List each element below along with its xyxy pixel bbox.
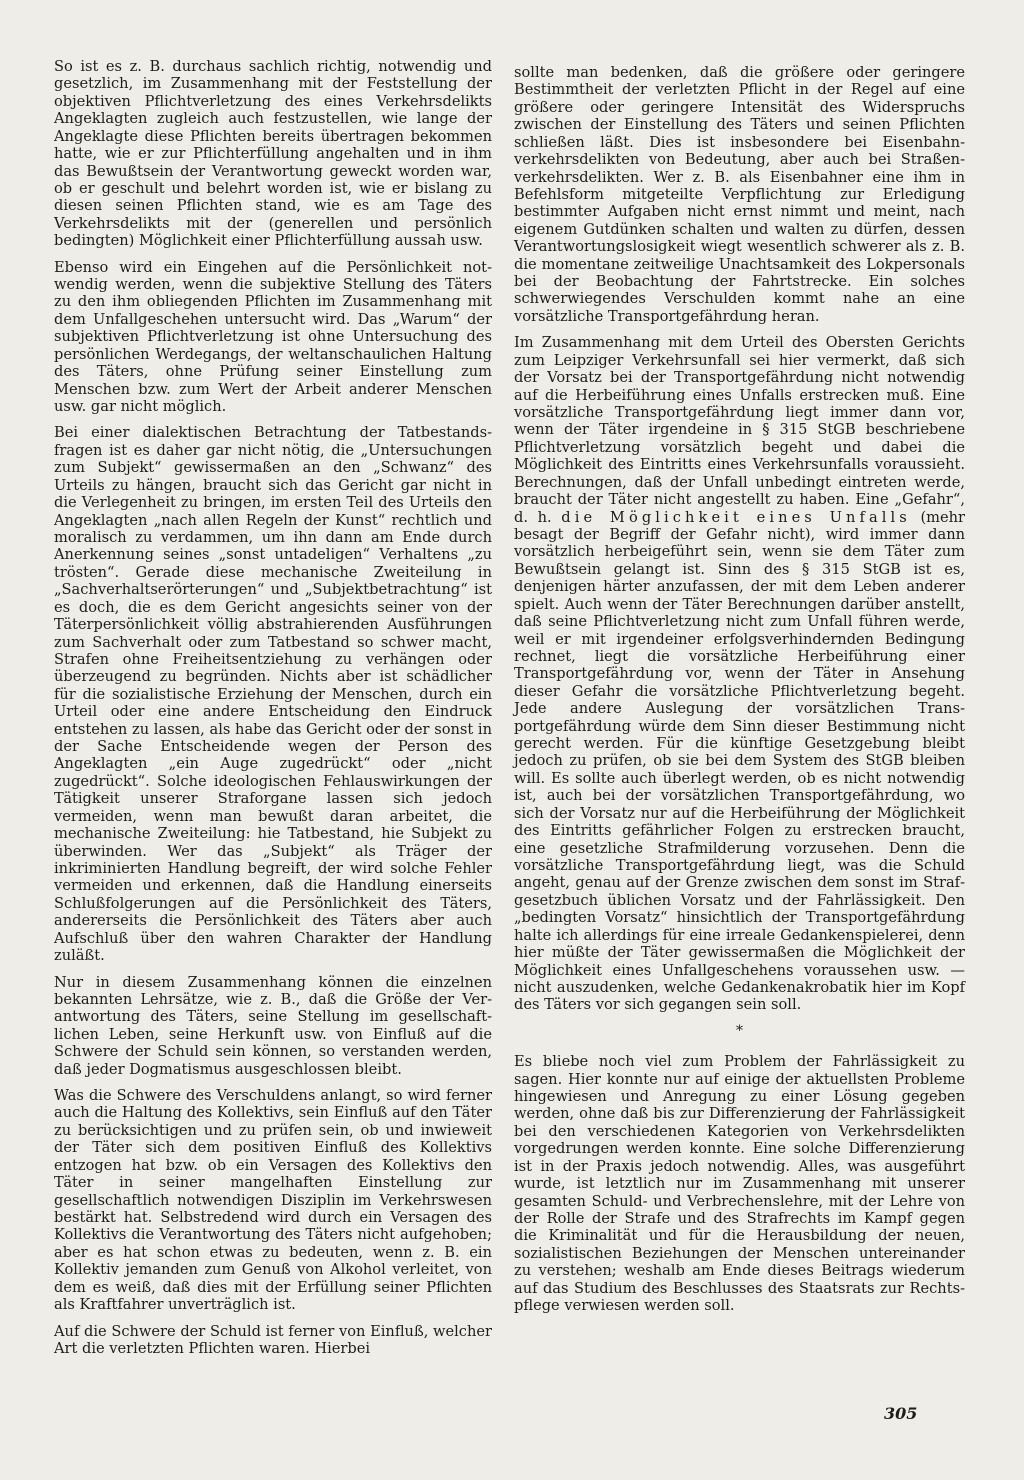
paragraph: Es bliebe noch viel zum Problem der Fahrlässigkeit zu sagen. Hier konnte nur auf einige der aktuellsten Probleme hingewiesen und Anregung zu einer Lösung gegeben werden, ohne daß bis zur Differenzierung der Fahrlässigkeit bei den verschiedenen Kategorien von Verkehrsdelikten vorgedrungen werden konnte. Eine solche Differenzierung ist in der Praxis jedoch notwendig. Alles, was ausgeführt wurde, ist letztlich nur im Zusammenhang mit unserer gesamten Schuld- und Verbrechenslehre, mit der Lehre von der Rolle der Strafe und des Strafrechts im Kampf gegen die Kriminalität und für die Herausbildung der neuen, sozialistischen Beziehungen der Menschen untereinander zu verstehen; weshalb am Ende dieses Beitrags wiederum auf das Studium des Beschlusses des Staatsrats zur Rechtspflege verwiesen werden soll. <box>514 1053 965 1315</box>
paragraph: Was die Schwere des Verschuldens anlangt, so wird ferner auch die Haltung des Kollektivs, sein Einfluß auf den Täter zu berücksichtigen und zu prüfen sein, ob und inwieweit der Täter sich dem positiven Einfluß des Kollektivs entzogen hat bzw. ob ein Versagen des Kollektivs den Täter in seiner mangelhaften Einstellung zur gesellschaftlich notwendigen Disziplin im Verkehrswesen bestärkt hat. Selbstredend wird durch ein Versagen des Kollektivs die Verantwortung des Täters nicht aufgehoben; aber es hat schon etwas zu bedeuten, wenn z. B. ein Kollektiv jemanden zum Genuß von Alkohol verleitet, von dem es weiß, daß dies mit der Erfüllung seiner Pflichten als Kraftfahrer unverträglich ist. <box>54 1087 492 1314</box>
paragraph: Bei einer dialektischen Betrachtung der Tatbestandsfragen ist es daher gar nicht nötig, die „Untersuchungen zum Subjekt“ gewissermaßen an den „Schwanz“ des Urteils zu hängen, braucht sich das Gericht gar nicht in die Verlegenheit zu bringen, im ersten Teil des Urteils den Angeklagten „nach allen Regeln der Kunst“ rechtlich und moralisch zu verdammen, um ihn dann am Ende durch Anerkennung seines „sonst untadeligen“ Verhaltens „zu trösten“. Gerade diese mechanische Zweiteilung in „Sachverhaltserörterungen“ und „Subjektbetrachtung“ ist es doch, die es dem Gericht angesichts seiner von der Täterpersönlichkeit völlig abstrahierenden Ausführungen zum Sachverhalt oder zum Tatbestand so schwer macht, Strafen ohne Freiheitsentziehung zu verhängen oder überzeugend zu begründen. Nichts aber ist schädlicher für die sozialistische Erziehung der Menschen, durch ein Urteil oder eine andere Entscheidung den Eindruck entstehen zu lassen, als habe das Gericht oder der sonst in der Sache Entscheidende wegen der Person des Angeklagten „ein Auge zugedrückt“ oder „nicht zugedrückt“. Solche ideologischen Fehlauswirkungen der Tätigkeit unserer Straforgane lassen sich jedoch vermeiden, wenn man bewußt daran arbeitet, die mechanische Zweiteilung: hie Tatbestand, hie Subjekt zu überwinden. Wer das „Subjekt“ als Träger der inkriminierten Handlung begreift, der wird solche Fehler vermeiden und erkennen, daß die Handlung einerseits Schlußfolgerungen auf die Persönlichkeit des Täters, andererseits die Persönlichkeit des Täters aber auch Aufschluß über den wahren Charakter der Handlung zuläßt. <box>54 424 492 965</box>
paragraph: Auf die Schwere der Schuld ist ferner von Einfluß, welcher Art die verletzten Pflichten waren. Hierbei <box>54 1322 492 1357</box>
text-run: Im Zusammenhang mit dem Urteil des Obersten Gerichts zum Leipziger Verkehrsunfall sei hier vermerkt, daß sich der Vorsatz bei der Transportgefährdung nicht notwendig auf die Herbeiführung eines Unfalls erstrecken muß. Eine vorsätzliche Transportgefährdung liegt immer dann vor, wenn der Täter irgendeine in § 315 StGB beschriebene Pflichtverletzung vorsätzlich begeht und dabei die Möglichkeit des Eintritts eines Verkehrsunfalls voraussieht. Berechnungen, daß der Unfall unbedingt eintreten werde, braucht der Täter nicht angestellt zu haben. Eine „Gefahr“, d. h. <box>514 334 965 526</box>
paragraph-transportgefaehrdung <box>514 334 965 1013</box>
paragraph: Ebenso wird ein Eingehen auf die Persönlichkeit notwendig werden, wenn die subjektive Stellung des Täters zu den ihm obliegenden Pflichten im Zusammenhang mit dem Unfallgeschehen untersucht wird. Das „Warum“ der subjektiven Pflichtverletzung ist ohne Untersuchung des persönlichen Werdegangs, der weltanschaulichen Haltung des Täters, ohne Prüfung seiner Einstellung zum Menschen bzw. zum Wert der Arbeit anderer Menschen usw. gar nicht möglich. <box>54 258 492 416</box>
emphasized-text: die Möglichkeit eines Unfalls <box>561 508 911 526</box>
section-separator: * <box>736 1022 743 1039</box>
left-column <box>54 58 492 1366</box>
paragraph: So ist es z. B. durchaus sachlich richtig, notwendig und gesetzlich, im Zusammenhang mit der Feststellung der objektiven Pflichtverletzung des eines Verkehrsdelikts Angeklagten zugleich auch festzustellen, wie lange der Angeklagte diese Pflichten bereits übertragen bekommen hatte, wie er zur Pflichterfüllung angehalten und in ihm das Bewußtsein der Verantwortung geweckt worden war, ob er geschult und belehrt worden ist, wie er bislang zu diesen seinen Pflichten stand, wie es am Tage des Verkehrsdelikts mit der (generellen und persönlich bedingten) Möglichkeit einer Pflichterfüllung aussah usw. <box>54 58 492 250</box>
right-column <box>514 64 965 1324</box>
paragraph: Nur in diesem Zusammenhang können die einzelnen bekannten Lehrsätze, wie z. B., daß die Größe der Verantwortung des Täters, seine Stellung im gesellschaftlichen Leben, seine Herkunft usw. von Einfluß auf die Schwere der Schuld sein können, so verstanden werden, daß jeder Dogmatismus ausgeschlossen bleibt. <box>54 973 492 1078</box>
text-run: (mehr besagt der Begriff der Gefahr nicht), wird immer dann vorsätzlich herbeigeführt sein, wenn sie dem Täter zum Bewußtsein gelangt ist. Sinn des § 315 StGB ist es, denjenigen härter anzufassen, der mit dem Leben anderer spielt. Auch wenn der Täter Berechnungen darüber anstellt, daß seine Pflichtverletzung nicht zum Unfall führen werde, weil er mit irgendeiner erfolgsverhindernden Bedingung rechnet, liegt die vorsätzliche Herbeiführung einer Transportgefährdung vor, wenn der Täter in Ansehung dieser Gefahr die vorsätzliche Pflichtverletzung begeht. Jede andere Auslegung der vorsätzlichen Transportgefährdung würde dem Sinn dieser Bestimmung nicht gerecht werden. Für die künftige Gesetzgebung bleibt jedoch zu prüfen, ob sie bei dem System des StGB bleiben will. Es sollte auch überlegt werden, ob es nicht notwendig ist, auch bei der vorsätzlichen Transportgefährdung, wo sich der Vorsatz nur auf die Herbeiführung der Möglichkeit des Eintritts gefährlicher Folgen zu erstrecken braucht, eine gesetzliche Strafmilderung vorzusehen. Denn die vorsätzliche Transportgefährdung liegt, was die Schuld angeht, genau auf der Grenze zwischen dem sonst im Strafgesetzbuch üblichen Vorsatz und der Fahrlässigkeit. Den „bedingten Vorsatz“ hinsichtlich der Transportgefährdung halte ich allerdings für eine irreale Gedankenspielerei, denn hier müßte der Täter gewissermaßen die Möglichkeit der Möglichkeit eines Unfallgeschehens voraussehen usw. — nicht auszudenken, welche Gedankenakrobatik hier im Kopf des Täters vor sich gegangen sein soll. <box>514 508 966 1014</box>
page-number: 305 <box>884 1404 918 1423</box>
paragraph: sollte man bedenken, daß die größere oder geringere Bestimmtheit der verletzten Pflicht in der Regel auf eine größere oder geringere Intensität des Widerspruchs zwischen der Einstellung des Täters und seinen Pflichten schließen läßt. Dies ist insbesondere bei Eisenbahnverkehrsdelikten von Bedeutung, aber auch bei Straßenverkehrsdelikten. Wer z. B. als Eisenbahner eine ihm in Befehlsform mitgeteilte Verpflichtung zur Erledigung bestimmter Aufgaben nicht ernst nimmt und meint, nach eigenem Gutdünken schalten und walten zu dürfen, dessen Verantwortungslosigkeit wiegt wesentlich schwerer als z. B. die momentane zeitweilige Unachtsamkeit des Lokpersonals bei der Beobachtung der Fahrtstrecke. Ein solches schwerwiegendes Verschulden kommt nahe an eine vorsätzliche Transportgefährdung heran. <box>514 64 965 325</box>
